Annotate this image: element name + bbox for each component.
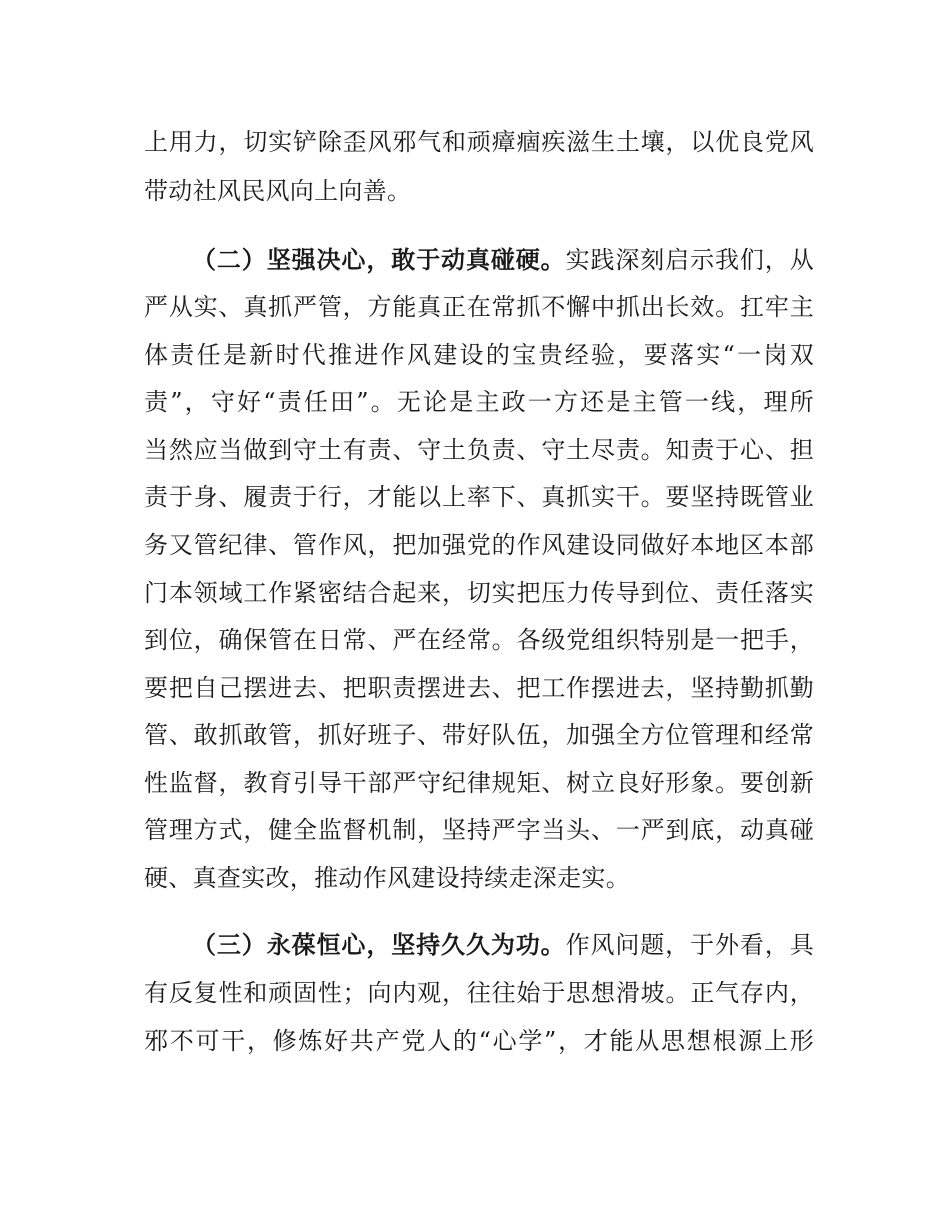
paragraph-1-line-1: 上用力，切实铲除歪风邪气和顽瘴痼疾滋生土壤，以优良党风 <box>144 128 814 156</box>
paragraph-2-line-11: 管、敢抓敢管，抓好班子、带好队伍，加强全方位管理和经常 <box>144 721 814 749</box>
paragraph-2-line-10: 要把自己摆进去、把职责摆进去、把工作摆进去，坚持勤抓勤 <box>144 674 814 702</box>
paragraph-2-first-line-rest: 实践深刻启示我们，从 <box>565 246 814 274</box>
paragraph-2-line-8: 门本领域工作紧密结合起来，切实把压力传导到位、责任落实 <box>144 579 814 607</box>
paragraph-3-line-1 <box>192 930 814 960</box>
paragraph-2-line-3: 体责任是新时代推进作风建设的宝贵经验，要落实“一岗双 <box>144 341 814 369</box>
paragraph-3-first-line-rest: 作风问题，于外看，具 <box>565 931 814 959</box>
paragraph-1-line-2: 带动社风民风向上向善。 <box>144 177 412 205</box>
paragraph-2-line-14: 硬、真查实改，推动作风建设持续走深走实。 <box>144 864 630 892</box>
paragraph-2-line-6: 责于身、履责于行，才能以上率下、真抓实干。要坚持既管业 <box>144 483 814 511</box>
paragraph-2-heading: （二）坚强决心，敢于动真碰硬。 <box>192 246 566 274</box>
paragraph-3-heading: （三）永葆恒心，坚持久久为功。 <box>192 931 566 959</box>
paragraph-2-line-13: 管理方式，健全监督机制，坚持严字当头、一严到底，动真碰 <box>144 816 814 844</box>
paragraph-2-line-2: 严从实、真抓严管，方能真正在常抓不懈中抓出长效。扛牢主 <box>144 293 814 321</box>
paragraph-2-line-1 <box>192 245 814 275</box>
paragraph-2-line-12: 性监督，教育引导干部严守纪律规矩、树立良好形象。要创新 <box>144 769 814 797</box>
paragraph-2-line-5: 当然应当做到守土有责、守土负责、守土尽责。知责于心、担 <box>144 436 814 464</box>
paragraph-3-line-3: 邪不可干，修炼好共产党人的“心学”，才能从思想根源上形 <box>144 1027 814 1055</box>
paragraph-3-line-2: 有反复性和顽固性；向内观，往往始于思想滑坡。正气存内， <box>144 979 814 1007</box>
paragraph-2-line-7: 务又管纪律、管作风，把加强党的作风建设同做好本地区本部 <box>144 531 814 559</box>
paragraph-2-line-4: 责”，守好“责任田”。无论是主政一方还是主管一线，理所 <box>144 388 814 416</box>
paragraph-2-line-9: 到位，确保管在日常、严在经常。各级党组织特别是一把手， <box>144 626 814 654</box>
